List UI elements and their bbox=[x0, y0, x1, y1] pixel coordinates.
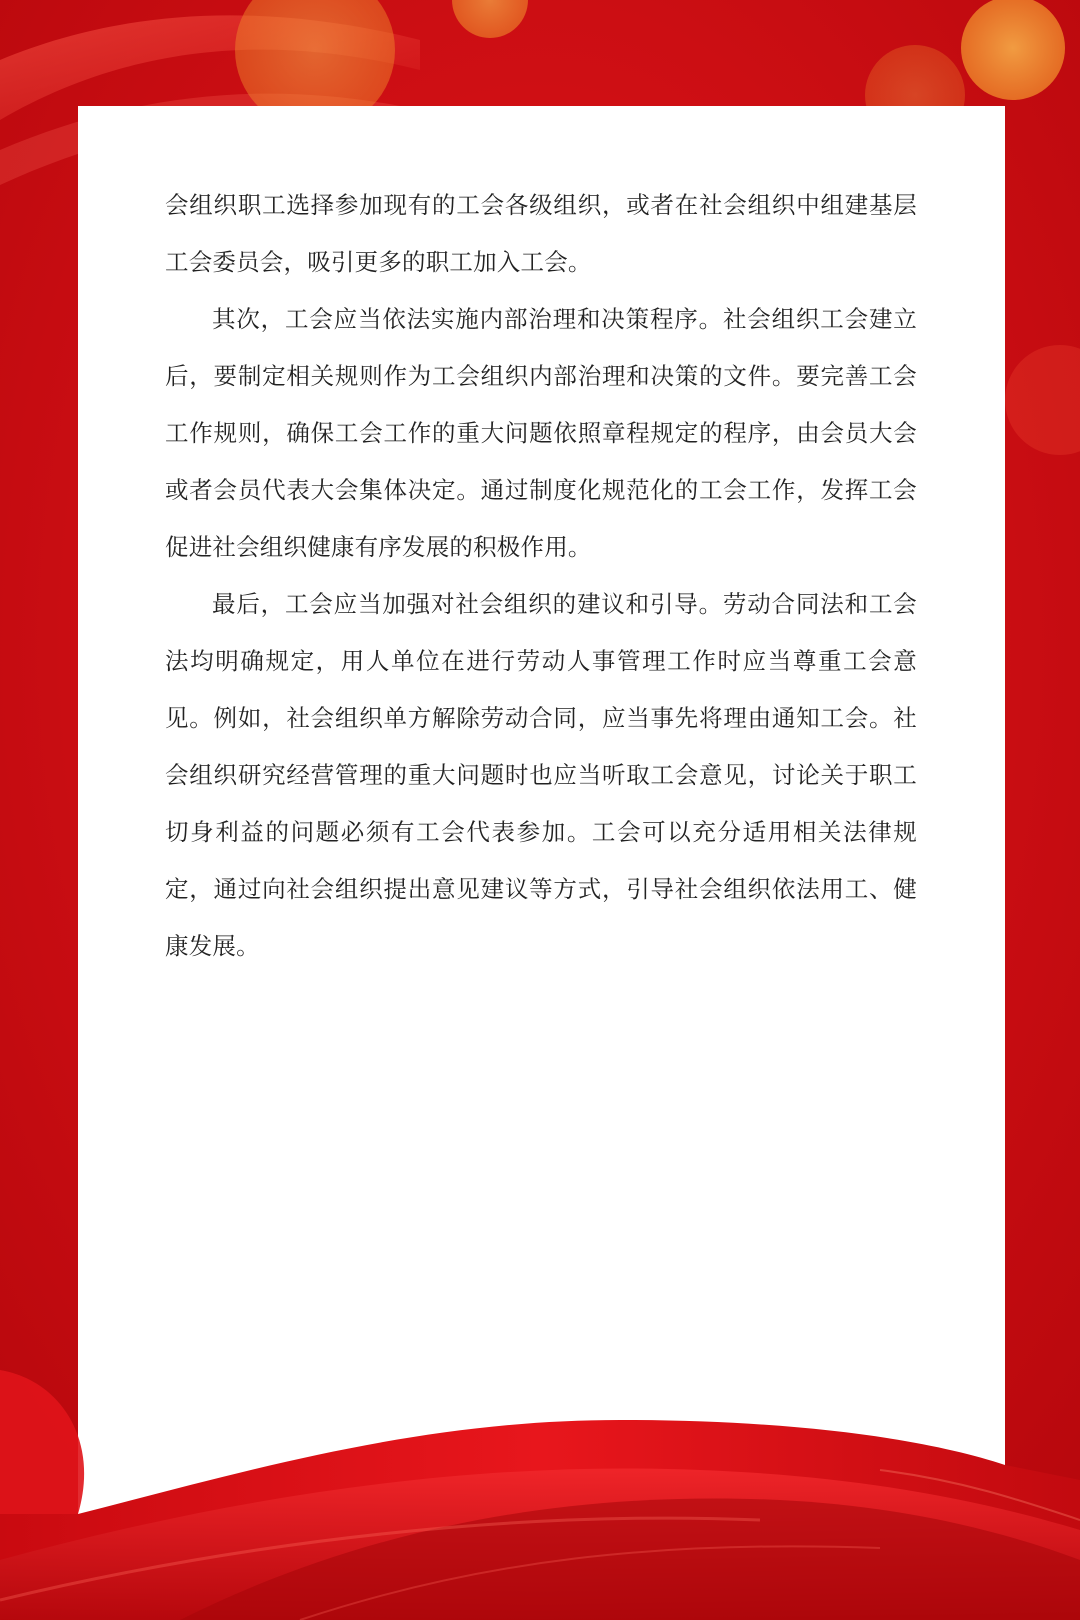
paragraph: 会组织职工选择参加现有的工会各级组织，或者在社会组织中组建基层工会委员会，吸引更多的职工加入工会。 bbox=[165, 191, 917, 276]
bokeh-circle-right bbox=[961, 0, 1065, 100]
paragraph: 其次，工会应当依法实施内部治理和决策程序。社会组织工会建立后，要制定相关规则作为工会组织内部治理和决策的文件。要完善工会工作规则，确保工会工作的重大问题依照章程规定的程序，由会员大会或者会员代表大会集体决定。通过制度化规范化的工会工作，发挥工会促进社会组织健康有序发展的积极作用。 bbox=[165, 305, 917, 561]
article-body bbox=[165, 177, 917, 975]
content-sheet bbox=[78, 106, 1005, 1514]
paragraph: 最后，工会应当加强对社会组织的建议和引导。劳动合同法和工会法均明确规定，用人单位在进行劳动人事管理工作时应当尊重工会意见。例如，社会组织单方解除劳动合同，应当事先将理由通知工会。社会组织研究经营管理的重大问题时也应当听取工会意见，讨论关于职工切身利益的问题必须有工会代表参加。工会可以充分适用相关法律规定，通过向社会组织提出意见建议等方式，引导社会组织依法用工、健康发展。 bbox=[165, 590, 917, 960]
